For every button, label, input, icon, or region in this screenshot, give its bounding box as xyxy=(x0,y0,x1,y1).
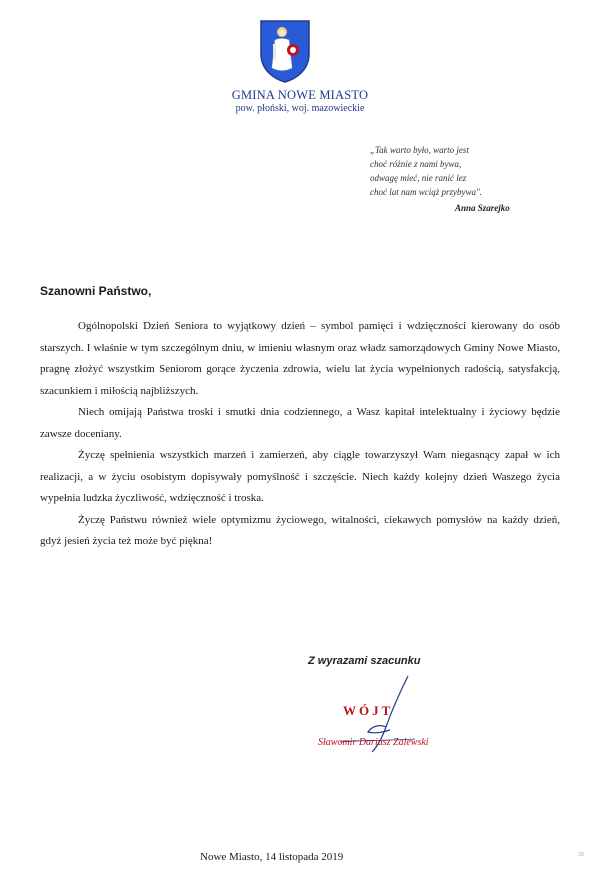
paragraph: Niech omijają Państwa troski i smutki dnia codziennego, a Wasz kapitał intelektualny i życiowy będzie zawsze doceniany. xyxy=(40,406,560,440)
handwritten-signature xyxy=(320,672,430,767)
quote-author: Anna Szarejko xyxy=(455,203,510,213)
place-and-date: Nowe Miasto, 14 listopada 2019 xyxy=(200,851,344,863)
paragraph: Ogólnopolski Dzień Seniora to wyjątkowy dzień – symbol pamięci i wdzięczności kierowany do osób starszych. I właśnie w tym szczególnym dniu, w imieniu własnym oraz władz samorządowych Gminy Nowe Miasto, pragnę złożyć wszystkim Seniorom gorące życzenia zdrowia, wielu lat życia wypełnionych radością, satysfakcją, szacunkiem i miłością najbliższych. xyxy=(40,320,560,397)
quote-line: choć lat nam wciąż przybywa". xyxy=(370,187,483,197)
signer-name: Sławomir Dariusz Zalewski xyxy=(318,737,429,748)
paragraph: Życzę Państwu również wiele optymizmu życiowego, witalności, ciekawych pomysłów na każdy dzień, gdyż jesień życia też może być piękna! xyxy=(40,513,560,547)
quote-line: choć różnie z nami bywa, xyxy=(370,159,462,169)
epigraph-quote xyxy=(370,143,570,199)
coat-of-arms-icon xyxy=(258,18,312,84)
signer-title: WÓJT xyxy=(343,703,394,718)
quote-line: odwagę mieć, nie ranić lez xyxy=(370,173,467,183)
letter-body xyxy=(40,316,560,553)
paragraph: Życzę spełnienia wszystkich marzeń i zamierzeń, aby ciągle towarzyszył Wam niegasnący zapał w ich realizacji, a w życiu osobistym dopisywały pomyślność i szczęście. Niech każdy kolejny dzień Waszego życia wypełnia ludzka życzliwość, wdzięczność i troska. xyxy=(40,449,560,504)
org-name: GMINA NOWE MIASTO xyxy=(231,88,369,102)
salutation: Szanowni Państwo, xyxy=(40,284,152,298)
quote-line: „Tak warto było, warto jest xyxy=(370,145,469,155)
page-mark: 20 xyxy=(578,852,584,858)
org-subtitle: pow. płoński, woj. mazowieckie xyxy=(235,103,365,114)
closing-phrase: Z wyrazami szacunku xyxy=(308,655,421,667)
